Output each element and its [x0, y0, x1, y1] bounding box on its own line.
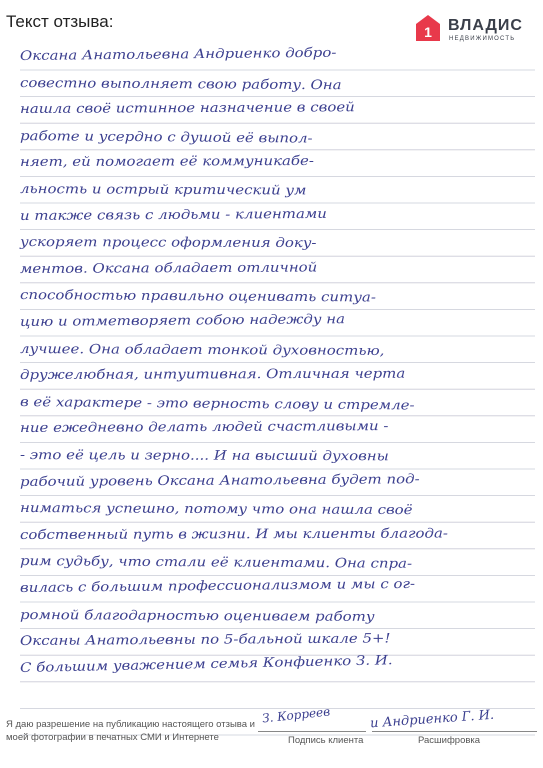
review-line: няет, ей помогает её коммуникабе- [19, 154, 314, 171]
decode-value: и Андриенко Г. И. [369, 707, 495, 732]
signature-label: Подпись клиента [288, 735, 364, 746]
review-line: дружелюбная, интуитивная. Отличная черта [19, 366, 406, 384]
page-title: Текст отзыва: [6, 12, 114, 31]
review-line: ниматься успешно, потому что она нашла своё [19, 501, 413, 519]
review-line: рим судьбу, что стали её клиентами. Она спра- [19, 554, 413, 573]
review-line: способностью правильно оценивать ситуа- [19, 288, 376, 306]
review-line: рабочий уровень Оксана Анатольевна будет под- [19, 471, 420, 490]
brand-name: ВЛАДИС [448, 17, 523, 34]
review-line: нашла своё истинное назначение в своей [19, 100, 355, 118]
review-line: лучшее. Она обладает тонкой духовностью, [19, 341, 385, 359]
review-line: Оксана Анатольевна Андриенко добро- [19, 45, 337, 64]
review-line: и также связь с людьми - клиентами [19, 206, 327, 224]
svg-text:1: 1 [424, 24, 432, 40]
brand-tagline: НЕДВИЖИМОСТЬ [449, 36, 516, 42]
review-line: цию и отметворяет собою надежду на [19, 312, 346, 330]
review-line: льность и острый критический ум [19, 182, 307, 199]
review-line: совестно выполняет свою работу. Она [19, 75, 342, 93]
review-line: Оксаны Анатольевны по 5-бальной шкале 5+! [19, 631, 391, 650]
client-signature: З. Корреев [261, 704, 331, 726]
review-line: С большим уважением семья Конфиенко З. И. [19, 652, 393, 676]
review-line: - это её цель и зерно.... И на высший духовны [19, 448, 389, 465]
review-line: вилась с большим профессионализмом и мы с ог- [19, 576, 416, 596]
review-line: ментов. Оксана обладает отличной [19, 260, 318, 277]
decode-label: Расшифровка [418, 735, 481, 746]
review-line: ние ежедневно делать людей счастливыми - [19, 419, 389, 437]
review-line: в её характере - это верность слову и стремле- [19, 394, 415, 414]
review-line: ромной благодарностью оцениваем работу [19, 607, 375, 625]
review-line: ускоряет процесс оформления доку- [19, 235, 317, 252]
review-line: собственный путь в жизни. И мы клиенты благода- [19, 526, 449, 543]
consent-text: Я даю разрешение на публикацию настоящего отзыва и моей фотографии в печатных СМИ и Интернете [6, 719, 255, 743]
decode-line [372, 731, 537, 732]
signature-line [258, 731, 366, 732]
review-line: работе и усердно с душой её выпол- [19, 128, 313, 147]
